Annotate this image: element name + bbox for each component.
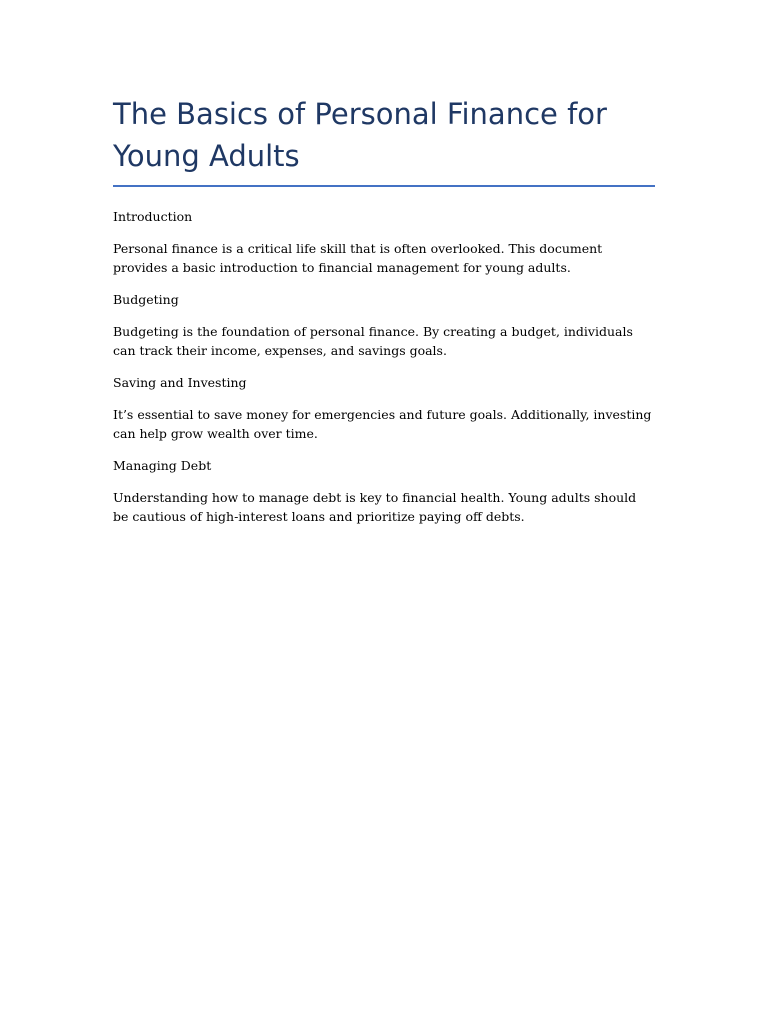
document-content — [113, 207, 655, 526]
document-page — [113, 93, 655, 539]
section-body-saving-investing: It’s essential to save money for emergencies and future goals. Additionally, investing can help grow wealth over time. — [113, 407, 652, 441]
section-heading-managing-debt: Managing Debt — [113, 458, 212, 473]
section-body-budgeting: Budgeting is the foundation of personal finance. By creating a budget, individuals can track their income, expenses, and savings goals. — [113, 324, 633, 358]
section-heading-saving-investing: Saving and Investing — [113, 375, 247, 390]
section-body-managing-debt: Understanding how to manage debt is key to financial health. Young adults should be cautious of high-interest loans and prioritize paying off debts. — [113, 490, 637, 524]
section-heading-budgeting: Budgeting — [113, 292, 179, 307]
section-body-introduction: Personal finance is a critical life skill that is often overlooked. This document provides a basic introduction to financial management for young adults. — [113, 241, 603, 275]
document-title: The Basics of Personal Finance for Young Adults — [113, 93, 655, 187]
section-heading-introduction: Introduction — [113, 209, 193, 224]
